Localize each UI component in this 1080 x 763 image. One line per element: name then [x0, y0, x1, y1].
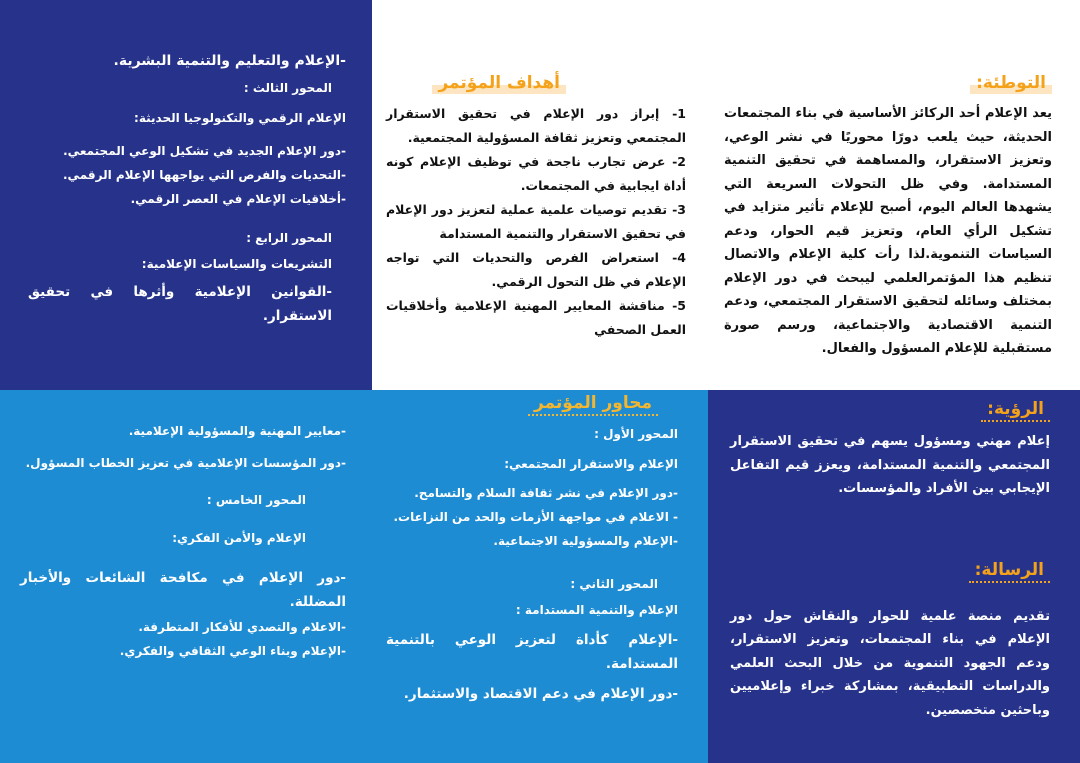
axes-cont-panel — [0, 0, 372, 390]
goals-panel — [372, 0, 704, 390]
goal-item: 5- مناقشة المعايير المهنية الإعلامية وأخلاقيات العمل الصحفي — [386, 298, 686, 337]
axis2-extra-item: -الإعلام والتعليم والتنمية البشرية. — [113, 53, 346, 69]
axis2-title: الإعلام والتنمية المستدامة : — [515, 603, 678, 617]
vision-text: إعلام مهني ومسؤول يسهم في تحقيق الاستقرار المجتمعي والتنمية المستدامة، ويعزز قيم التفاعل الإيجابي بين الأفراد والمؤسسات. — [730, 434, 1050, 496]
intro-panel — [704, 0, 1080, 390]
axis4-title: التشريعات والسياسات الإعلامية: — [141, 257, 332, 271]
goal-item: 3- تقديم توصيات علمية عملية لتعزيز دور الإعلام في تحقيق الاستقرار والتنمية المستدامة — [386, 202, 686, 241]
axis4-item: -القوانين الإعلامية وأثرها في تحقيق الاستقرار. — [28, 284, 332, 324]
axis4-label: المحور الرابع : — [246, 231, 332, 245]
mission-text: تقديم منصة علمية للحوار والنقاش حول دور الإعلام في بناء المجتمعات، وتعزيز الاستقرار، ودعم الجهود التنموية من خلال البحث العلمي والدراسات التطبيقية، بمشاركة خبراء وإعلاميين وباحثين متخصصين. — [730, 608, 1050, 718]
goal-item: 2- عرض تجارب ناجحة في توظيف الإعلام كونه أداة ايجابية في المجتمعات. — [386, 154, 686, 193]
axis5-item: -دور الإعلام في مكافحة الشائعات والأخبار المضللة. — [20, 570, 346, 610]
axis3-item: -التحديات والفرص التي يواجهها الإعلام الرقمي. — [63, 168, 346, 182]
axis1-item: -الإعلام والمسؤولية الاجتماعية. — [493, 534, 678, 548]
axis4-item: -دور المؤسسات الإعلامية في تعزيز الخطاب المسؤول. — [25, 456, 346, 470]
axis1-item: - الاعلام في مواجهة الأزمات والحد من النزاعات. — [393, 510, 678, 524]
goals-heading: أهداف المؤتمر — [432, 72, 566, 94]
vision-mission-panel — [708, 390, 1080, 763]
axes-more-panel — [0, 390, 372, 763]
axis3-item: -دور الإعلام الجديد في تشكيل الوعي المجتمعي. — [63, 144, 346, 158]
goal-item: 1- إبراز دور الإعلام في تحقيق الاستقرار المجتمعي وتعزيز ثقافة المسؤولية المجتمعية. — [386, 106, 686, 145]
vision-heading: الرؤية: — [981, 398, 1050, 422]
axis4-item: -معايير المهنية والمسؤولية الإعلامية. — [128, 424, 346, 438]
axes-panel — [372, 390, 708, 763]
axis5-title: الإعلام والأمن الفكري: — [172, 531, 306, 545]
axis2-item: -دور الإعلام في دعم الاقتصاد والاستثمار. — [403, 686, 678, 702]
axis1-title: الإعلام والاستقرار المجتمعي: — [504, 457, 678, 471]
goal-item: 4- استعراض الفرص والتحديات التي تواجه الإعلام في ظل التحول الرقمي. — [386, 250, 686, 289]
axis5-item: -الإعلام وبناء الوعي الثقافي والفكري. — [119, 644, 346, 658]
intro-heading: التوطئة: — [970, 72, 1052, 94]
axis5-item: -الاعلام والتصدي للأفكار المتطرفة. — [138, 620, 346, 634]
axis5-label: المحور الخامس : — [206, 493, 306, 507]
axis1-item: -دور الإعلام في نشر ثقافة السلام والتسامح. — [414, 486, 678, 500]
axis2-item: -الإعلام كأداة لتعزيز الوعي بالتنمية المستدامة. — [386, 632, 678, 672]
axis2-label: المحور الثاني : — [570, 577, 658, 591]
goals-list — [386, 102, 686, 342]
axis1-label: المحور الأول : — [594, 427, 678, 441]
axis3-label: المحور الثالث : — [243, 81, 332, 95]
intro-text: يعد الإعلام أحد الركائز الأساسية في بناء المجتمعات الحديثة، حيث يلعب دورًا محوريًا في نشر الوعي، وتعزيز الاستقرار، والمساهمة في تحقيق التنمية المستدامة. وفي ظل التحولات السريعة التي يشهدها العالم اليوم، أصبح للإعلام تأثير متزايد في تشكيل الرأي العام، وتعزيز قيم الحوار، ودعم السياسات التنموية.لذا رأت كلية الإعلام والاتصال تنظيم هذا المؤتمرالعلمي ليبحث في دور الإعلام بمختلف وسائله لتحقيق الاستقرار المجتمعي، ودعم التنمية الاقتصادية والاجتماعية، ورسم صورة مستقبلية للإعلام المسؤول والفعال. — [724, 106, 1052, 356]
axes-heading: محاور المؤتمر — [528, 392, 658, 416]
axis3-title: الإعلام الرقمي والتكنولوجيا الحديثة: — [134, 111, 346, 125]
axis3-item: -أخلاقيات الإعلام في العصر الرقمي. — [130, 192, 346, 206]
mission-heading: الرسالة: — [969, 559, 1050, 583]
